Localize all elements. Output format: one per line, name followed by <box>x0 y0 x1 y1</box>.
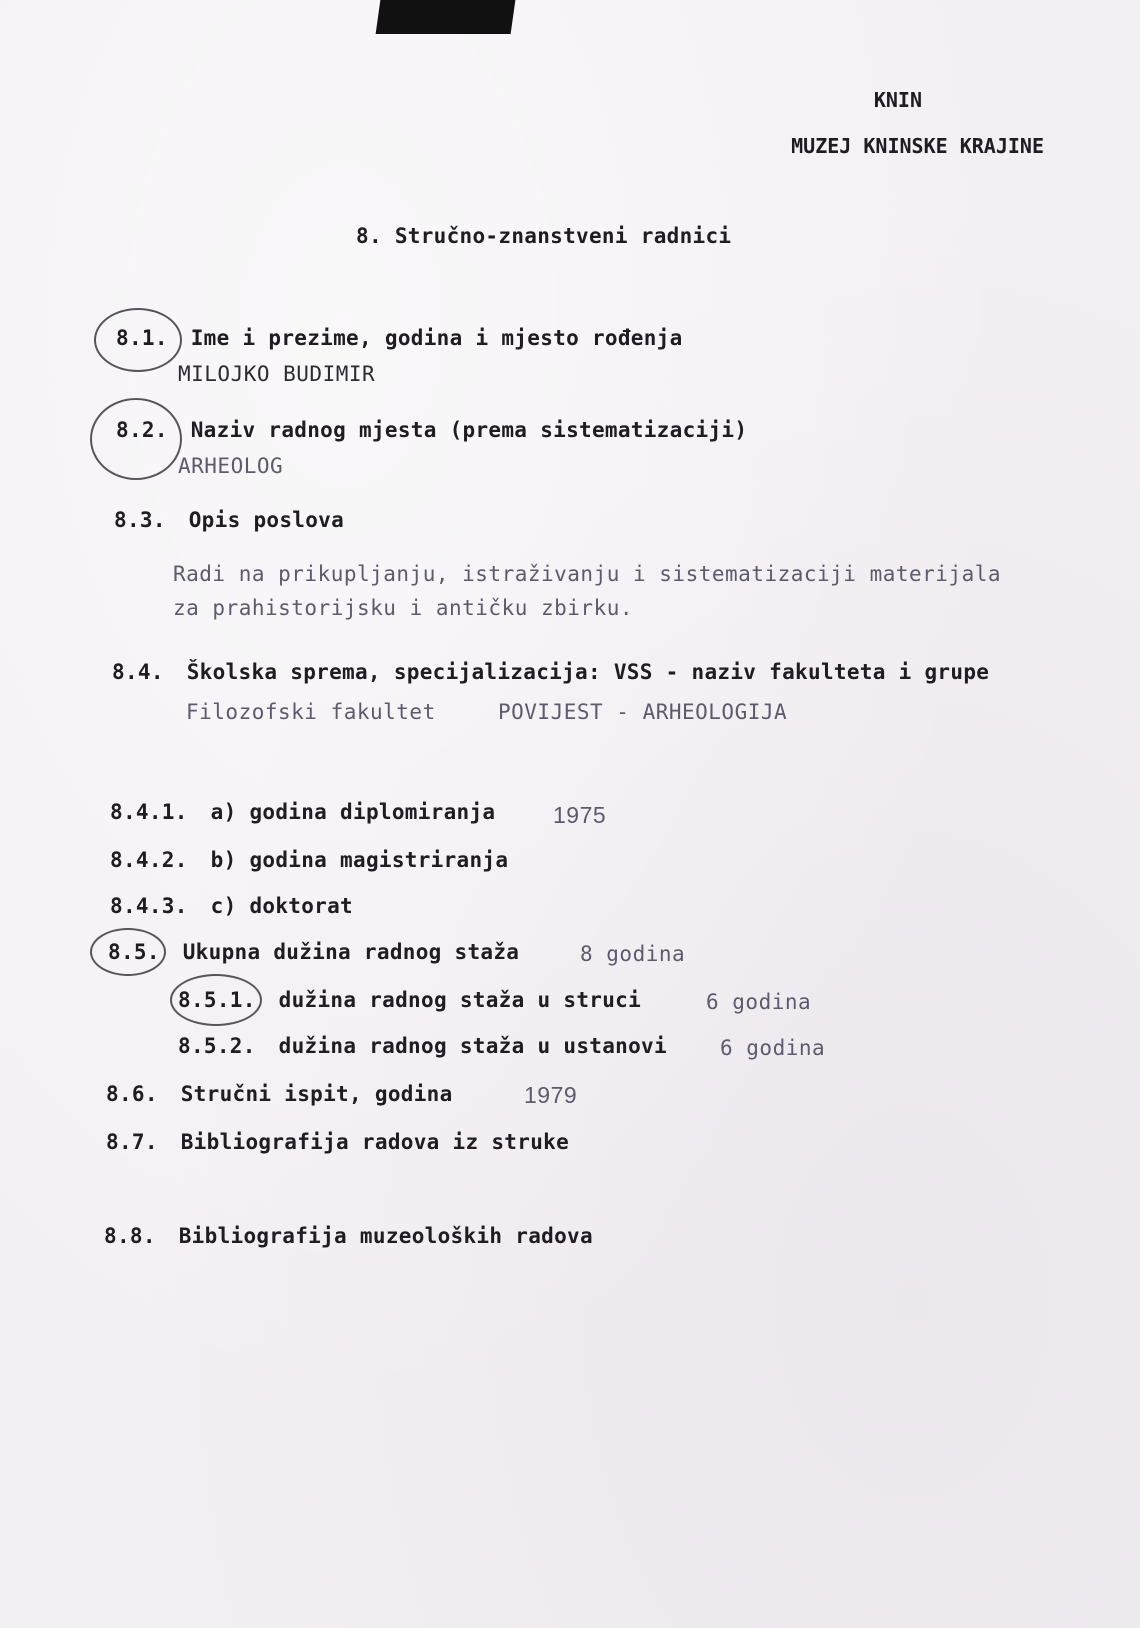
item-8-8 <box>104 1224 593 1248</box>
item-label: a) godina diplomiranja <box>210 800 496 824</box>
item-8-1 <box>116 326 683 350</box>
value-8-5-1: 6 godina <box>706 990 812 1014</box>
item-8-5-1 <box>178 988 641 1012</box>
item-8-4-1 <box>110 800 495 824</box>
item-number: 8.4.2. <box>110 848 188 872</box>
value-8-2: ARHEOLOG <box>178 454 284 478</box>
item-number: 8.6. <box>106 1082 158 1106</box>
item-8-2 <box>116 418 747 442</box>
item-number: 8.7. <box>106 1130 158 1154</box>
item-number: 8.4.3. <box>110 894 188 918</box>
item-label: Ukupna dužina radnog staža <box>182 940 520 964</box>
item-number: 8.5. <box>108 940 160 964</box>
item-label: Ime i prezime, godina i mjesto rođenja <box>190 326 683 350</box>
item-8-6 <box>106 1082 453 1106</box>
item-8-7 <box>106 1130 569 1154</box>
item-8-4-3 <box>110 894 353 918</box>
item-number: 8.3. <box>114 508 166 532</box>
section-title: 8. Stručno-znanstveni radnici <box>356 224 732 248</box>
item-label: Opis poslova <box>188 508 345 532</box>
value-8-5-2: 6 godina <box>720 1036 826 1060</box>
value-8-4-faculty: Filozofski fakultet <box>186 700 436 724</box>
item-label: dužina radnog staža u struci <box>278 988 642 1012</box>
item-label: Stručni ispit, godina <box>180 1082 453 1106</box>
item-8-4 <box>112 660 989 684</box>
binder-tab <box>376 0 516 34</box>
value-8-5: 8 godina <box>580 942 686 966</box>
value-8-3-line-2: za prahistorijsku i antičku zbirku. <box>173 596 634 620</box>
item-number: 8.4.1. <box>110 800 188 824</box>
item-label: Bibliografija muzeoloških radova <box>178 1224 593 1248</box>
value-8-4-1: 1975 <box>553 802 607 828</box>
item-number: 8.1. <box>116 326 168 350</box>
item-8-3 <box>114 508 344 532</box>
value-8-1: MILOJKO BUDIMIR <box>178 362 376 386</box>
item-number: 8.8. <box>104 1224 156 1248</box>
item-number: 8.5.1. <box>178 988 256 1012</box>
item-number: 8.4. <box>112 660 164 684</box>
item-8-5-2 <box>178 1034 667 1058</box>
value-8-4-group: POVIJEST - ARHEOLOGIJA <box>498 700 788 724</box>
value-8-3-line-1: Radi na prikupljanju, istraživanju i sistematizaciji materijala <box>173 562 1002 586</box>
item-number: 8.5.2. <box>178 1034 256 1058</box>
item-label: Školska sprema, specijalizacija: VSS - naziv fakulteta i grupe <box>186 660 990 684</box>
item-label: Bibliografija radova iz struke <box>180 1130 570 1154</box>
item-8-4-2 <box>110 848 508 872</box>
item-label: c) doktorat <box>210 894 353 918</box>
header-city: KNIN <box>873 88 922 112</box>
value-8-6: 1979 <box>524 1082 578 1108</box>
item-8-5 <box>108 940 519 964</box>
header-institution: MUZEJ KNINSKE KRAJINE <box>791 134 1044 158</box>
item-label: Naziv radnog mjesta (prema sistematizaciji) <box>190 418 748 442</box>
item-label: dužina radnog staža u ustanovi <box>278 1034 667 1058</box>
item-label: b) godina magistriranja <box>210 848 509 872</box>
item-number: 8.2. <box>116 418 168 442</box>
